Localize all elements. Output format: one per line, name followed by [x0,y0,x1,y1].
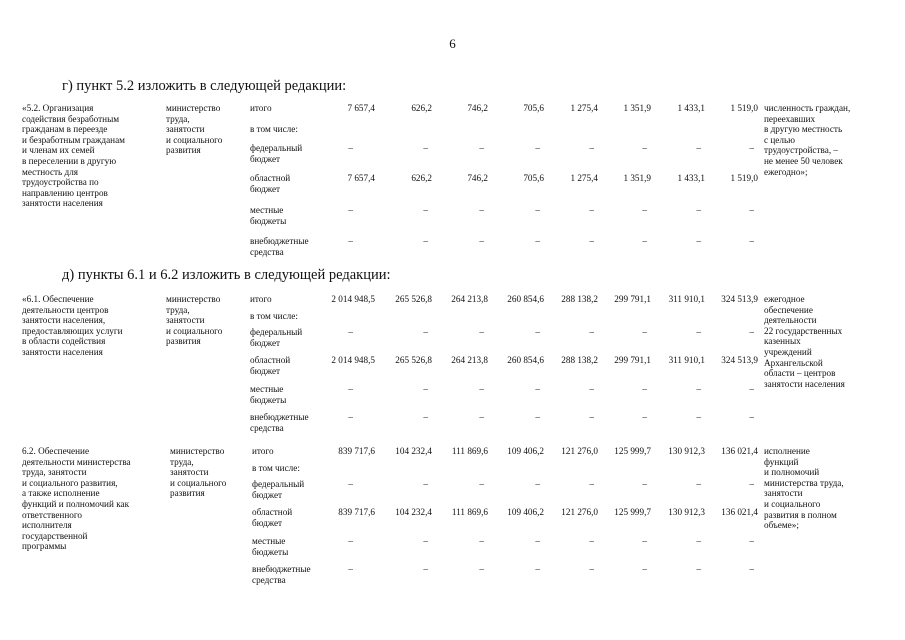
amount-oblast: 265 526,8 [395,355,432,365]
amount-oblast: 1 433,1 [677,173,705,183]
amount-oblast: 2 014 948,5 [331,355,375,365]
amount-dash: – [642,479,647,489]
funding-label-federal: федеральный бюджет [252,479,305,500]
amount-dash: – [589,327,594,337]
amount-dash: – [348,143,353,153]
result-indicator: исполнение функций и полномочий министерства труда, занятости и социального развития в полном объеме»; [764,446,844,531]
amount-dash: – [696,564,701,574]
amount-itogo: 260 854,6 [507,294,544,304]
amount-oblast: 130 912,3 [668,507,705,517]
amount-dash: – [696,327,701,337]
amount-dash: – [479,327,484,337]
amount-dash: – [423,327,428,337]
amount-dash: – [749,205,754,215]
amount-dash: – [348,236,353,246]
amount-dash: – [749,143,754,153]
amount-dash: – [348,564,353,574]
funding-label-mestnye: местные бюджеты [250,205,287,226]
amount-dash: – [348,384,353,394]
amount-dash: – [535,564,540,574]
amount-itogo: 7 657,4 [347,103,375,113]
amount-dash: – [749,327,754,337]
amount-itogo: 130 912,3 [668,446,705,456]
amount-dash: – [423,205,428,215]
amount-dash: – [479,536,484,546]
amount-oblast: 746,2 [467,173,488,183]
amount-oblast: 705,6 [523,173,544,183]
amount-itogo: 288 138,2 [561,294,598,304]
amount-dash: – [589,236,594,246]
amount-dash: – [589,564,594,574]
amount-oblast: 260 854,6 [507,355,544,365]
amount-oblast: 121 276,0 [561,507,598,517]
amount-itogo: 1 351,9 [623,103,651,113]
amount-dash: – [423,564,428,574]
funding-label-itogo: итого [250,294,272,304]
amount-oblast: 264 213,8 [451,355,488,365]
amount-oblast: 125 999,7 [614,507,651,517]
amount-oblast: 1 275,4 [570,173,598,183]
amount-itogo: 109 406,2 [507,446,544,456]
funding-label-vnebudzhet: внебюджетные средства [250,412,309,433]
amount-itogo: 626,2 [411,103,432,113]
amount-dash: – [696,205,701,215]
amount-dash: – [423,384,428,394]
amount-dash: – [479,564,484,574]
amount-oblast: 104 232,4 [395,507,432,517]
amount-dash: – [348,205,353,215]
amount-itogo: 264 213,8 [451,294,488,304]
heading-g: г) пункт 5.2 изложить в следующей редакции: [62,78,347,94]
funding-label-itogo: итого [252,446,274,456]
amount-dash: – [348,479,353,489]
amount-dash: – [423,236,428,246]
amount-oblast: 1 519,0 [730,173,758,183]
measure-name: «5.2. Организация содействия безработным гражданам в переезде и безработным гражданам и членам их семей в переселении в другую местность для трудоустройства по направлению центров занятости населения [22,103,125,209]
amount-dash: – [749,479,754,489]
amount-itogo: 324 513,9 [721,294,758,304]
amount-dash: – [348,536,353,546]
amount-dash: – [535,143,540,153]
amount-oblast: 111 869,6 [451,507,488,517]
amount-dash: – [348,412,353,422]
amount-dash: – [642,536,647,546]
amount-dash: – [423,143,428,153]
amount-itogo: 125 999,7 [614,446,651,456]
amount-dash: – [589,479,594,489]
amount-dash: – [479,412,484,422]
amount-itogo: 136 021,4 [721,446,758,456]
amount-dash: – [642,327,647,337]
funding-label-itogo: итого [250,103,272,113]
amount-dash: – [535,384,540,394]
amount-itogo: 121 276,0 [561,446,598,456]
amount-itogo: 1 519,0 [730,103,758,113]
amount-itogo: 1 433,1 [677,103,705,113]
amount-dash: – [642,564,647,574]
amount-dash: – [589,143,594,153]
funding-label-federal: федеральный бюджет [250,327,303,348]
amount-itogo: 104 232,4 [395,446,432,456]
amount-oblast: 626,2 [411,173,432,183]
amount-dash: – [642,236,647,246]
amount-dash: – [696,479,701,489]
amount-oblast: 109 406,2 [507,507,544,517]
amount-itogo: 311 910,1 [668,294,705,304]
amount-dash: – [749,384,754,394]
amount-dash: – [423,536,428,546]
amount-dash: – [479,205,484,215]
amount-dash: – [696,143,701,153]
amount-itogo: 2 014 948,5 [331,294,375,304]
funding-label-v-tom-chisle: в том числе: [250,311,298,321]
amount-dash: – [535,327,540,337]
amount-itogo: 839 717,6 [338,446,375,456]
funding-label-v-tom-chisle: в том числе: [252,463,300,473]
amount-dash: – [589,412,594,422]
amount-oblast: 7 657,4 [347,173,375,183]
amount-dash: – [749,536,754,546]
amount-dash: – [423,412,428,422]
amount-oblast: 324 513,9 [721,355,758,365]
funding-label-oblast: областной бюджет [252,507,293,528]
funding-label-oblast: областной бюджет [250,173,291,194]
amount-dash: – [589,536,594,546]
amount-dash: – [479,236,484,246]
executor: министерство труда, занятости и социального развития [170,446,227,499]
amount-dash: – [749,236,754,246]
measure-name: 6.2. Обеспечение деятельности министерства труда, занятости и социального развития, а также исполнение функций и полномочий как ответственного исполнителя государственной программы [22,446,131,552]
amount-dash: – [535,412,540,422]
amount-oblast: 1 351,9 [623,173,651,183]
amount-dash: – [749,412,754,422]
heading-d: д) пункты 6.1 и 6.2 изложить в следующей редакции: [62,267,391,283]
amount-dash: – [535,236,540,246]
amount-dash: – [589,205,594,215]
amount-itogo: 299 791,1 [614,294,651,304]
amount-oblast: 311 910,1 [668,355,705,365]
funding-label-mestnye: местные бюджеты [250,384,287,405]
amount-itogo: 265 526,8 [395,294,432,304]
amount-dash: – [589,384,594,394]
amount-dash: – [749,564,754,574]
result-indicator: ежегодное обеспечение деятельности 22 государственных казенных учреждений Архангельской области – центров занятости населения [764,294,845,389]
amount-dash: – [479,384,484,394]
funding-label-federal: федеральный бюджет [250,143,303,164]
amount-oblast: 288 138,2 [561,355,598,365]
amount-dash: – [535,205,540,215]
funding-label-vnebudzhet: внебюджетные средства [250,236,309,257]
amount-oblast: 839 717,6 [338,507,375,517]
funding-label-mestnye: местные бюджеты [252,536,289,557]
executor: министерство труда, занятости и социального развития [166,294,223,347]
executor: министерство труда, занятости и социального развития [166,103,223,156]
amount-itogo: 705,6 [523,103,544,113]
amount-dash: – [696,236,701,246]
amount-dash: – [348,327,353,337]
page-number: 6 [449,36,456,51]
amount-dash: – [642,384,647,394]
amount-oblast: 299 791,1 [614,355,651,365]
amount-itogo: 1 275,4 [570,103,598,113]
amount-oblast: 136 021,4 [721,507,758,517]
result-indicator: численность граждан, переехавших в другую местность с целью трудоустройства, – не менее 50 человек ежегодно»; [764,103,851,177]
amount-dash: – [423,479,428,489]
amount-dash: – [642,143,647,153]
funding-label-vnebudzhet: внебюджетные средства [252,564,311,585]
amount-dash: – [479,143,484,153]
amount-dash: – [535,479,540,489]
amount-dash: – [642,205,647,215]
amount-itogo: 746,2 [467,103,488,113]
amount-dash: – [479,479,484,489]
amount-itogo: 111 869,6 [451,446,488,456]
amount-dash: – [696,384,701,394]
funding-label-v-tom-chisle: в том числе: [250,124,298,134]
funding-label-oblast: областной бюджет [250,355,291,376]
amount-dash: – [642,412,647,422]
amount-dash: – [696,536,701,546]
measure-name: «6.1. Обеспечение деятельности центров занятости населения, предоставляющих услуги в области содействия занятости населения [22,294,123,357]
amount-dash: – [535,536,540,546]
amount-dash: – [696,412,701,422]
